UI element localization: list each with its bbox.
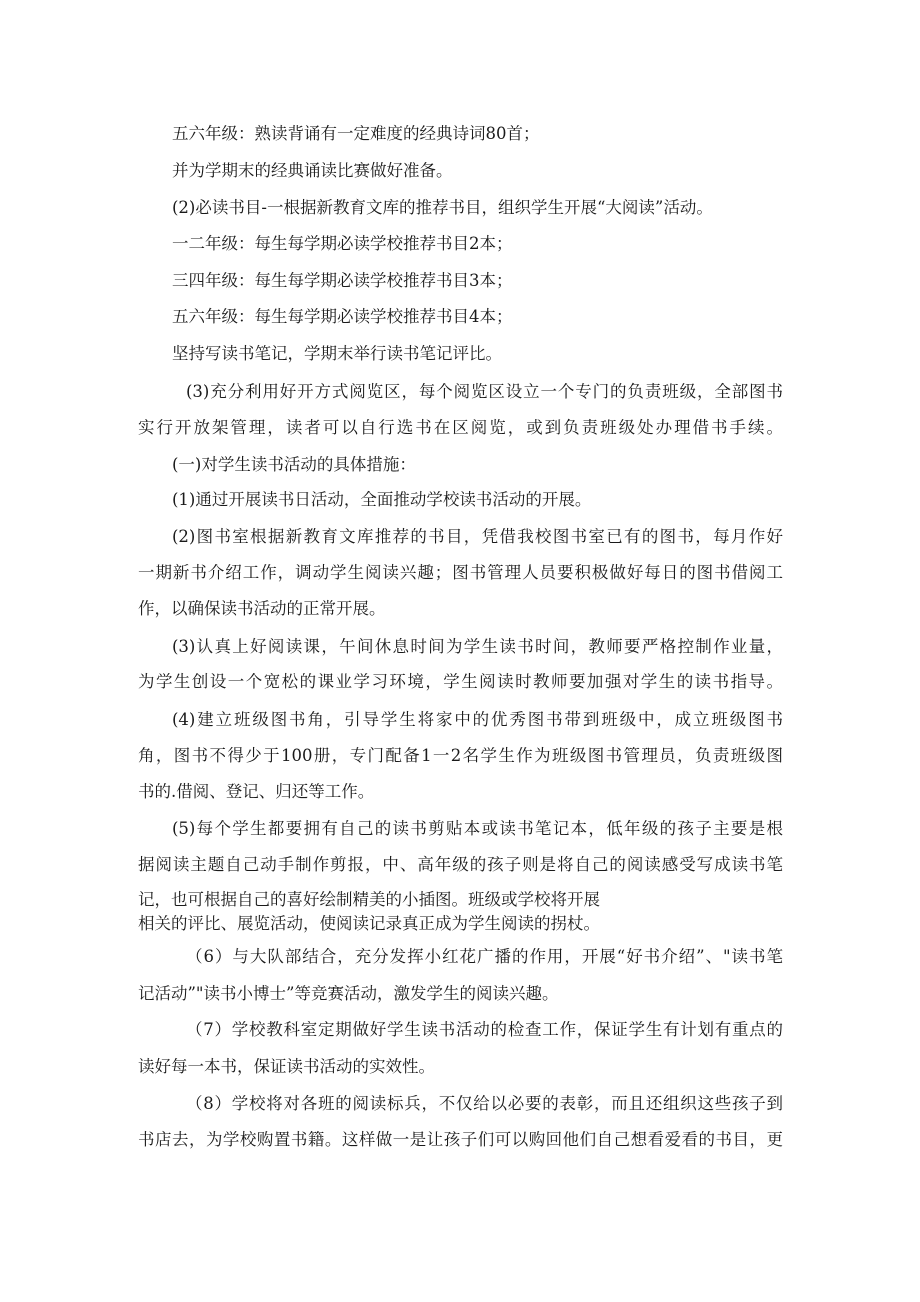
text-line: 坚持写读书笔记，学期末举行读书笔记评比。	[172, 344, 502, 363]
text-line: 为学生创设一个宽松的课业学习环境，学生阅读时教师要加强对学生的读书指导。	[138, 672, 783, 691]
text-line: 并为学期末的经典诵读比赛做好准备。	[172, 161, 453, 180]
text-line: 书的.借阅、登记、归还等工作。	[138, 782, 375, 801]
text-line: 相关的评比、展览活动，使阅读记录真正成为学生阅读的拐杖。	[138, 914, 600, 933]
text-line: (2)必读书目-一根据新教育文库的推荐书目，组织学生开展“大阅读”活动。	[172, 198, 713, 217]
text-line: (3)认真上好阅读课，午间休息时间为学生读书时间，教师要严格控制作业量，	[172, 637, 783, 656]
text-line: （8）学校将对各班的阅读标兵，不仅给以必要的表彰，而且还组织这些孩子到	[186, 1094, 783, 1113]
text-line: 三四年级：每生每学期必读学校推荐书目3本；	[172, 271, 513, 290]
text-line: (4)建立班级图书角，引导学生将家中的优秀图书带到班级中，成立班级图书	[172, 710, 783, 729]
text-line: 作，以确保读书活动的正常开展。	[138, 599, 386, 618]
text-line: (一)对学生读书活动的具体措施：	[172, 455, 416, 474]
text-line: 五六年级：每生每学期必读学校推荐书目4本；	[172, 307, 513, 326]
text-line: 一期新书介绍工作，调动学生阅读兴趣；图书管理人员要积极做好每日的图书借阅工	[138, 563, 783, 582]
text-line: 书店去，为学校购置书籍。这样做一是让孩子们可以购回他们自己想看爱看的书目，更	[138, 1130, 783, 1149]
text-line: 读好每一本书，保证读书活动的实效性。	[138, 1057, 435, 1076]
text-line: (2)图书室根据新教育文库推荐的书目，凭借我校图书室已有的图书，每月作好	[172, 527, 783, 546]
text-line: (1)通过开展读书日活动，全面推动学校读书活动的开展。	[172, 490, 592, 509]
text-line: （7）学校教科室定期做好学生读书活动的检查工作，保证学生有计划有重点的	[186, 1020, 783, 1039]
text-line: 据阅读主题自己动手制作剪报，中、高年级的孩子则是将自己的阅读感受写成读书笔	[138, 855, 783, 874]
text-line: （6）与大队部结合，充分发挥小红花广播的作用，开展“好书介绍”、"读书笔	[186, 947, 783, 966]
text-line: (3)充分利用好开方式阅览区，每个阅览区设立一个专门的负责班级，全部图书	[186, 382, 783, 401]
text-line: 实行开放架管理，读者可以自行选书在区阅览，或到负责班级处办理借书手续。	[138, 418, 783, 437]
text-line: 五六年级：熟读背诵有一定难度的经典诗词80首；	[172, 124, 540, 143]
text-line: 角，图书不得少于100册，专门配备1一2名学生作为班级图书管理员，负责班级图	[138, 746, 783, 765]
text-line: 一二年级：每生每学期必读学校推荐书目2本；	[172, 234, 513, 253]
text-line: 记，也可根据自己的喜好绘制精美的小插图。班级或学校将开展	[138, 890, 600, 909]
text-line: 记活动”"读书小博士”等竞赛活动，激发学生的阅读兴趣。	[138, 984, 559, 1003]
text-line: (5)每个学生都要拥有自己的读书剪贴本或读书笔记本，低年级的孩子主要是根	[172, 819, 783, 838]
